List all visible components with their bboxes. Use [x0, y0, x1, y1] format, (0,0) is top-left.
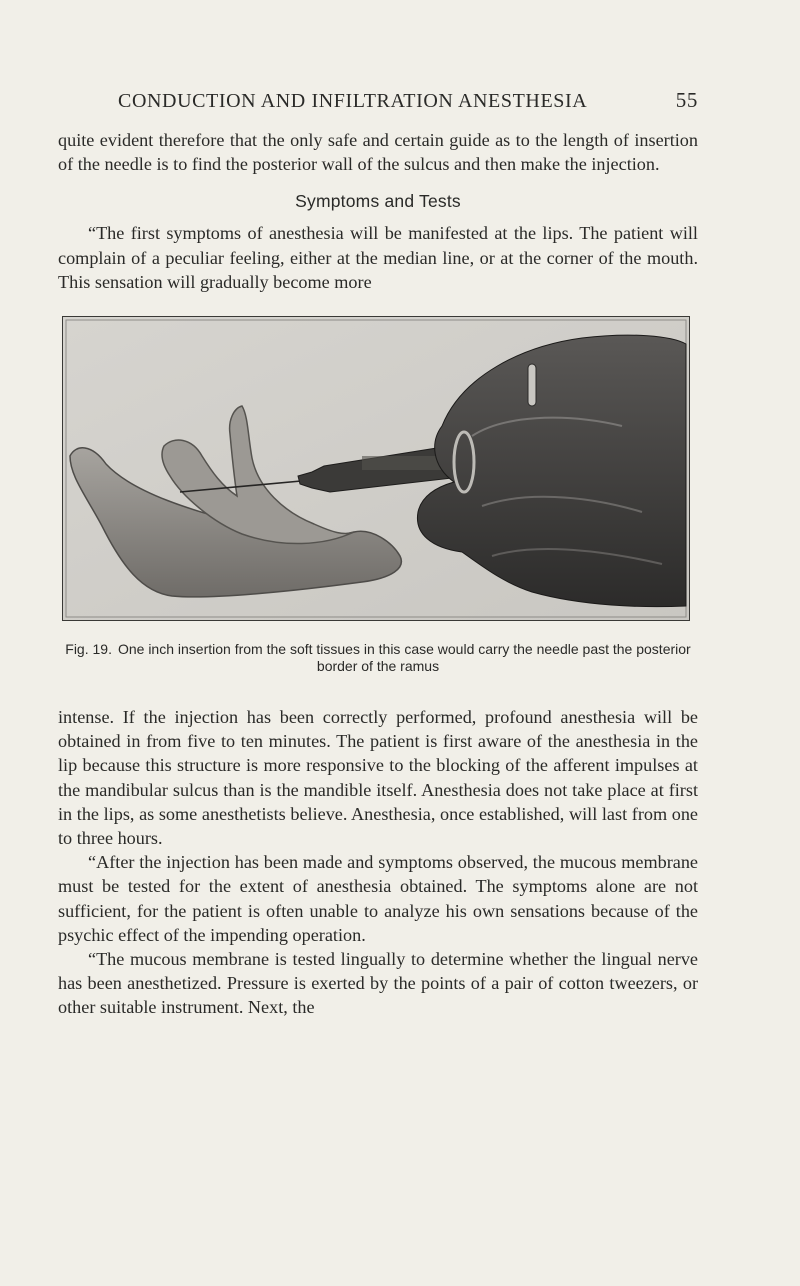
figure-caption: [58, 641, 698, 675]
running-head: [118, 88, 698, 128]
mandible-syringe-photo: [62, 316, 690, 621]
book-page: [58, 88, 698, 1020]
section-heading: Symptoms and Tests: [295, 191, 461, 212]
page-number: 55: [675, 88, 698, 112]
running-head-title: CONDUCTION AND INFILTRATION ANESTHESIA: [118, 90, 588, 112]
paragraph-2: “The first symptoms of anesthesia will be manifested at the lips. The patient will complain of a peculiar feeling, either at the median line, or at the corner of the mouth. This sensation will gradually become more: [58, 223, 698, 292]
paragraph-1: quite evident therefore that the only safe and certain guide as to the length of insertion of the needle is to find the posterior wall of the sulcus and then make the injection.: [58, 130, 698, 175]
paragraph-3: intense. If the injection has been correctly performed, profound anesthesia will be obtained in from five to ten minutes. The patient is first aware of the anesthesia in the lip because this structure is more responsive to the blocking of the afferent impulses at the mandibular sulcus than is the mandible itself. Anesthesia does not take place at first in the lips, as some anesthetists believe. Anesthesia, once established, will last from one to three hours.: [58, 707, 698, 849]
figure-19-photo: [62, 316, 690, 621]
paragraph-5: “The mucous membrane is tested lingually to determine whether the lingual nerve has been anesthetized. Pressure is exerted by the points of a pair of cotton tweezers, or other suitable instrument. Next, the: [58, 949, 698, 1018]
figure-caption-text: One inch insertion from the soft tissues in this case would carry the needle past the posterior border of the ramus: [117, 641, 691, 675]
paragraph-4: “After the injection has been made and symptoms observed, the mucous membrane must be tested for the extent of anesthesia obtained. The symptoms alone are not sufficient, for the patient is often unable to analyze his own sensations because of the psychic effect of the impending operation.: [58, 852, 698, 945]
figure-label: Fig. 19.: [65, 641, 112, 658]
